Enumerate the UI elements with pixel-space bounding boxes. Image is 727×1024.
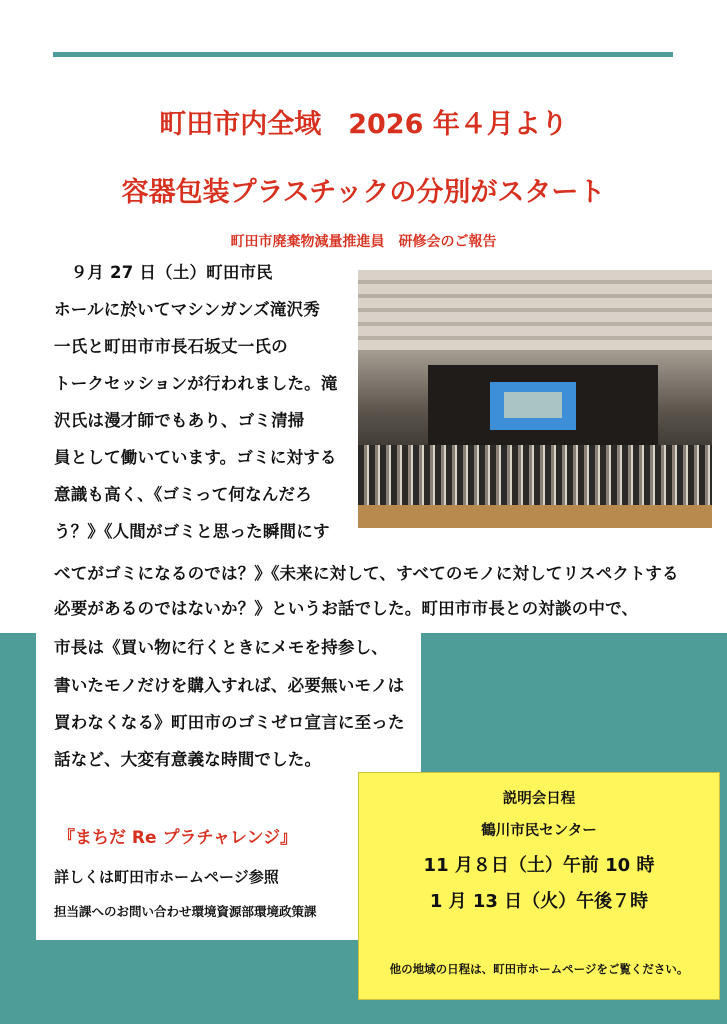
schedule-venue: 鶴川市民センター	[481, 823, 597, 839]
campaign-name: 『まちだ Re プラチャレンジ』	[58, 828, 298, 848]
photo-floor	[358, 505, 712, 528]
body-line: 一氏と町田市市長石坂丈一氏の	[54, 337, 288, 356]
schedule-note: 他の地域の日程は、町田市ホームページをご覧ください。	[389, 962, 689, 976]
body-line: ホールに於いてマシンガンズ滝沢秀	[54, 300, 320, 319]
body-line: 書いたモノだけを購入すれば、必要無いモノは	[54, 676, 405, 695]
subtitle: 町田市廃棄物減量推進員 研修会のご報告	[230, 234, 497, 250]
body-line: 沢氏は漫才師でもあり、ゴミ清掃	[54, 411, 305, 430]
photo-audience	[358, 445, 712, 505]
body-line: 話など、大変有意義な時間でした。	[54, 750, 322, 769]
body-line: 買わなくなる》町田市のゴミゼロ宣言に至った	[54, 713, 405, 732]
body-line: う？》《人間がゴミと思った瞬間にす	[54, 522, 330, 541]
schedule-box	[358, 772, 720, 1000]
schedule-title: 説明会日程	[502, 791, 576, 807]
event-photo	[358, 270, 712, 528]
top-divider	[53, 52, 673, 57]
photo-screen	[490, 382, 576, 430]
photo-ceiling	[358, 270, 712, 350]
title-line-2: 容器包装プラスチックの分別がスタート	[121, 177, 606, 208]
body-line: 員として働いています。ゴミに対する	[54, 448, 337, 467]
contact-note: 担当課へのお問い合わせ環境資源部環境政策課	[54, 904, 317, 919]
body-line: ９月 27 日（土）町田市民	[54, 263, 273, 282]
body-line: 必要があるのではないか？》というお話でした。町田市市長との対談の中で、	[54, 599, 639, 618]
schedule-date-1: 11 月８日（土）午前 10 時	[423, 855, 655, 876]
body-line: 市長は《買い物に行くときにメモを持参し、	[54, 638, 388, 657]
schedule-date-2: 1 月 13 日（火）午後７時	[429, 891, 649, 912]
body-line: トークセッションが行われました。滝	[54, 374, 338, 393]
body-line: べてがゴミになるのでは？》《未来に対して、すべてのモノに対してリスペクトする	[54, 564, 679, 583]
details-note: 詳しくは町田市ホームページ参照	[54, 868, 279, 886]
title-line-1: 町田市内全域 2026 年４月より	[159, 109, 568, 140]
body-line: 意識も高く、《ゴミって何なんだろ	[54, 485, 312, 504]
